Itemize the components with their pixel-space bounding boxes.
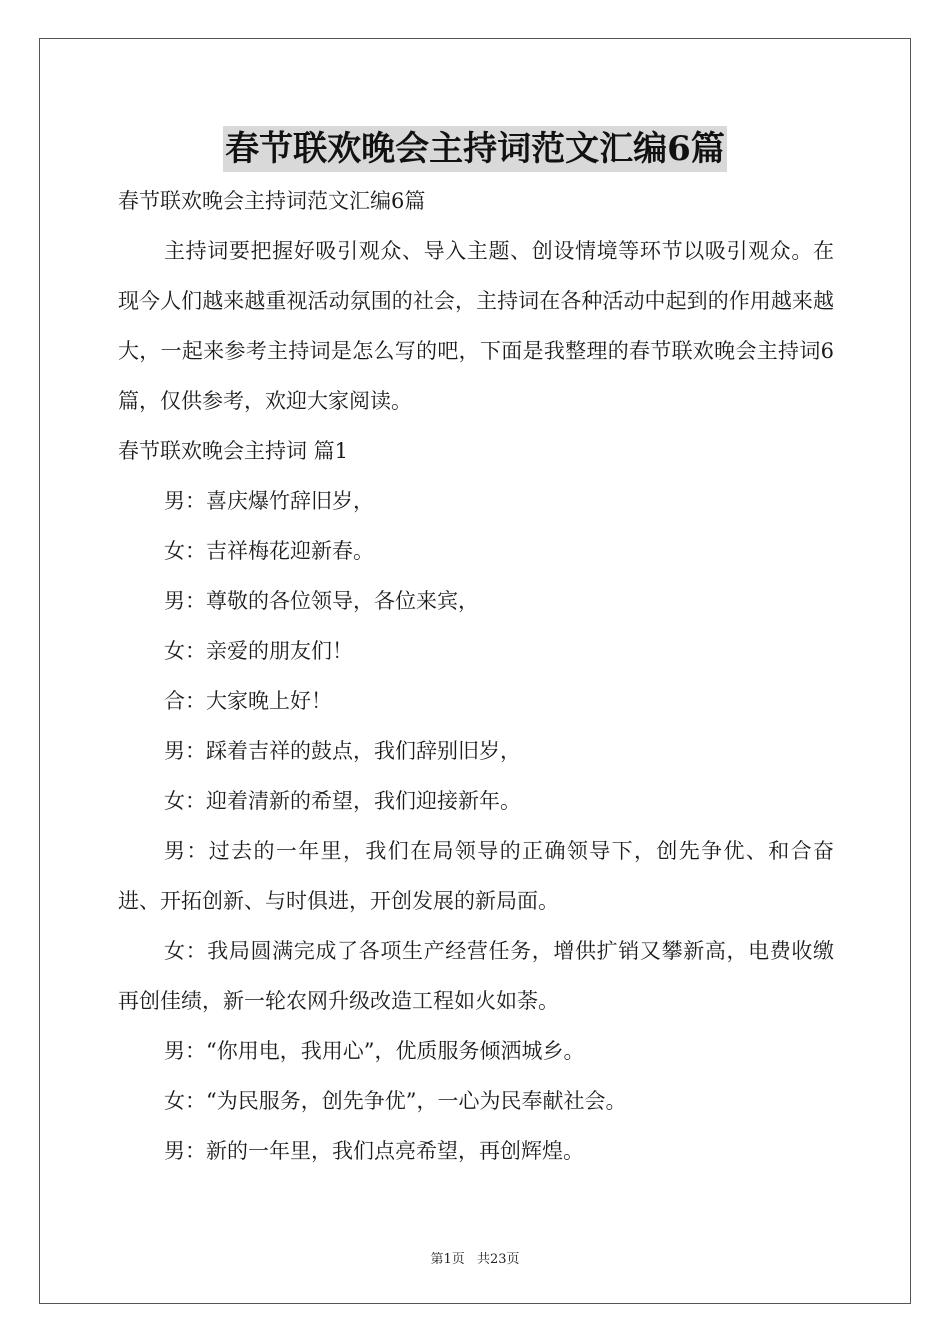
dialogue-line: 男：尊敬的各位领导，各位来宾， [164, 589, 479, 613]
section-heading: 春节联欢晚会主持词 篇1 [118, 439, 349, 463]
dialogue-line: 合：大家晚上好！ [164, 689, 332, 713]
dialogue-line: 女：亲爱的朋友们！ [164, 639, 353, 663]
dialogue-line: 男：“你用电，我用心”，优质服务倾洒城乡。 [164, 1039, 585, 1063]
page-number: 第1页 [430, 1252, 465, 1267]
dialogue-line: 女：我局圆满完成了各项生产经营任务，增供扩销又攀新高，电费收缴再创佳绩，新一轮农网升级改造工程如火如荼。 [118, 939, 834, 1013]
dialogue-line: 男：喜庆爆竹辞旧岁， [164, 489, 374, 513]
page-footer [0, 1248, 950, 1267]
page-total: 共23页 [476, 1252, 520, 1267]
dialogue-line: 男：踩着吉祥的鼓点，我们辞别旧岁， [164, 739, 521, 763]
dialogue-line: 女：吉祥梅花迎新春。 [164, 539, 374, 563]
dialogue-line: 女：迎着清新的希望，我们迎接新年。 [164, 789, 521, 813]
title-container [0, 126, 950, 172]
document-title: 春节联欢晚会主持词范文汇编6篇 [223, 126, 727, 172]
dialogue-line: 女：“为民服务，创先争优”，一心为民奉献社会。 [164, 1089, 627, 1113]
dialogue-line: 男：过去的一年里，我们在局领导的正确领导下，创先争优、和合奋进、开拓创新、与时俱进，开创发展的新局面。 [118, 839, 834, 913]
document-subtitle: 春节联欢晚会主持词范文汇编6篇 [118, 189, 426, 213]
document-body [118, 176, 834, 1176]
intro-paragraph: 主持词要把握好吸引观众、导入主题、创设情境等环节以吸引观众。在现今人们越来越重视活动氛围的社会，主持词在各种活动中起到的作用越来越大，一起来参考主持词是怎么写的吧，下面是我整理的春节联欢晚会主持词6篇，仅供参考，欢迎大家阅读。 [118, 239, 834, 413]
dialogue-line: 男：新的一年里，我们点亮希望，再创辉煌。 [164, 1139, 584, 1163]
